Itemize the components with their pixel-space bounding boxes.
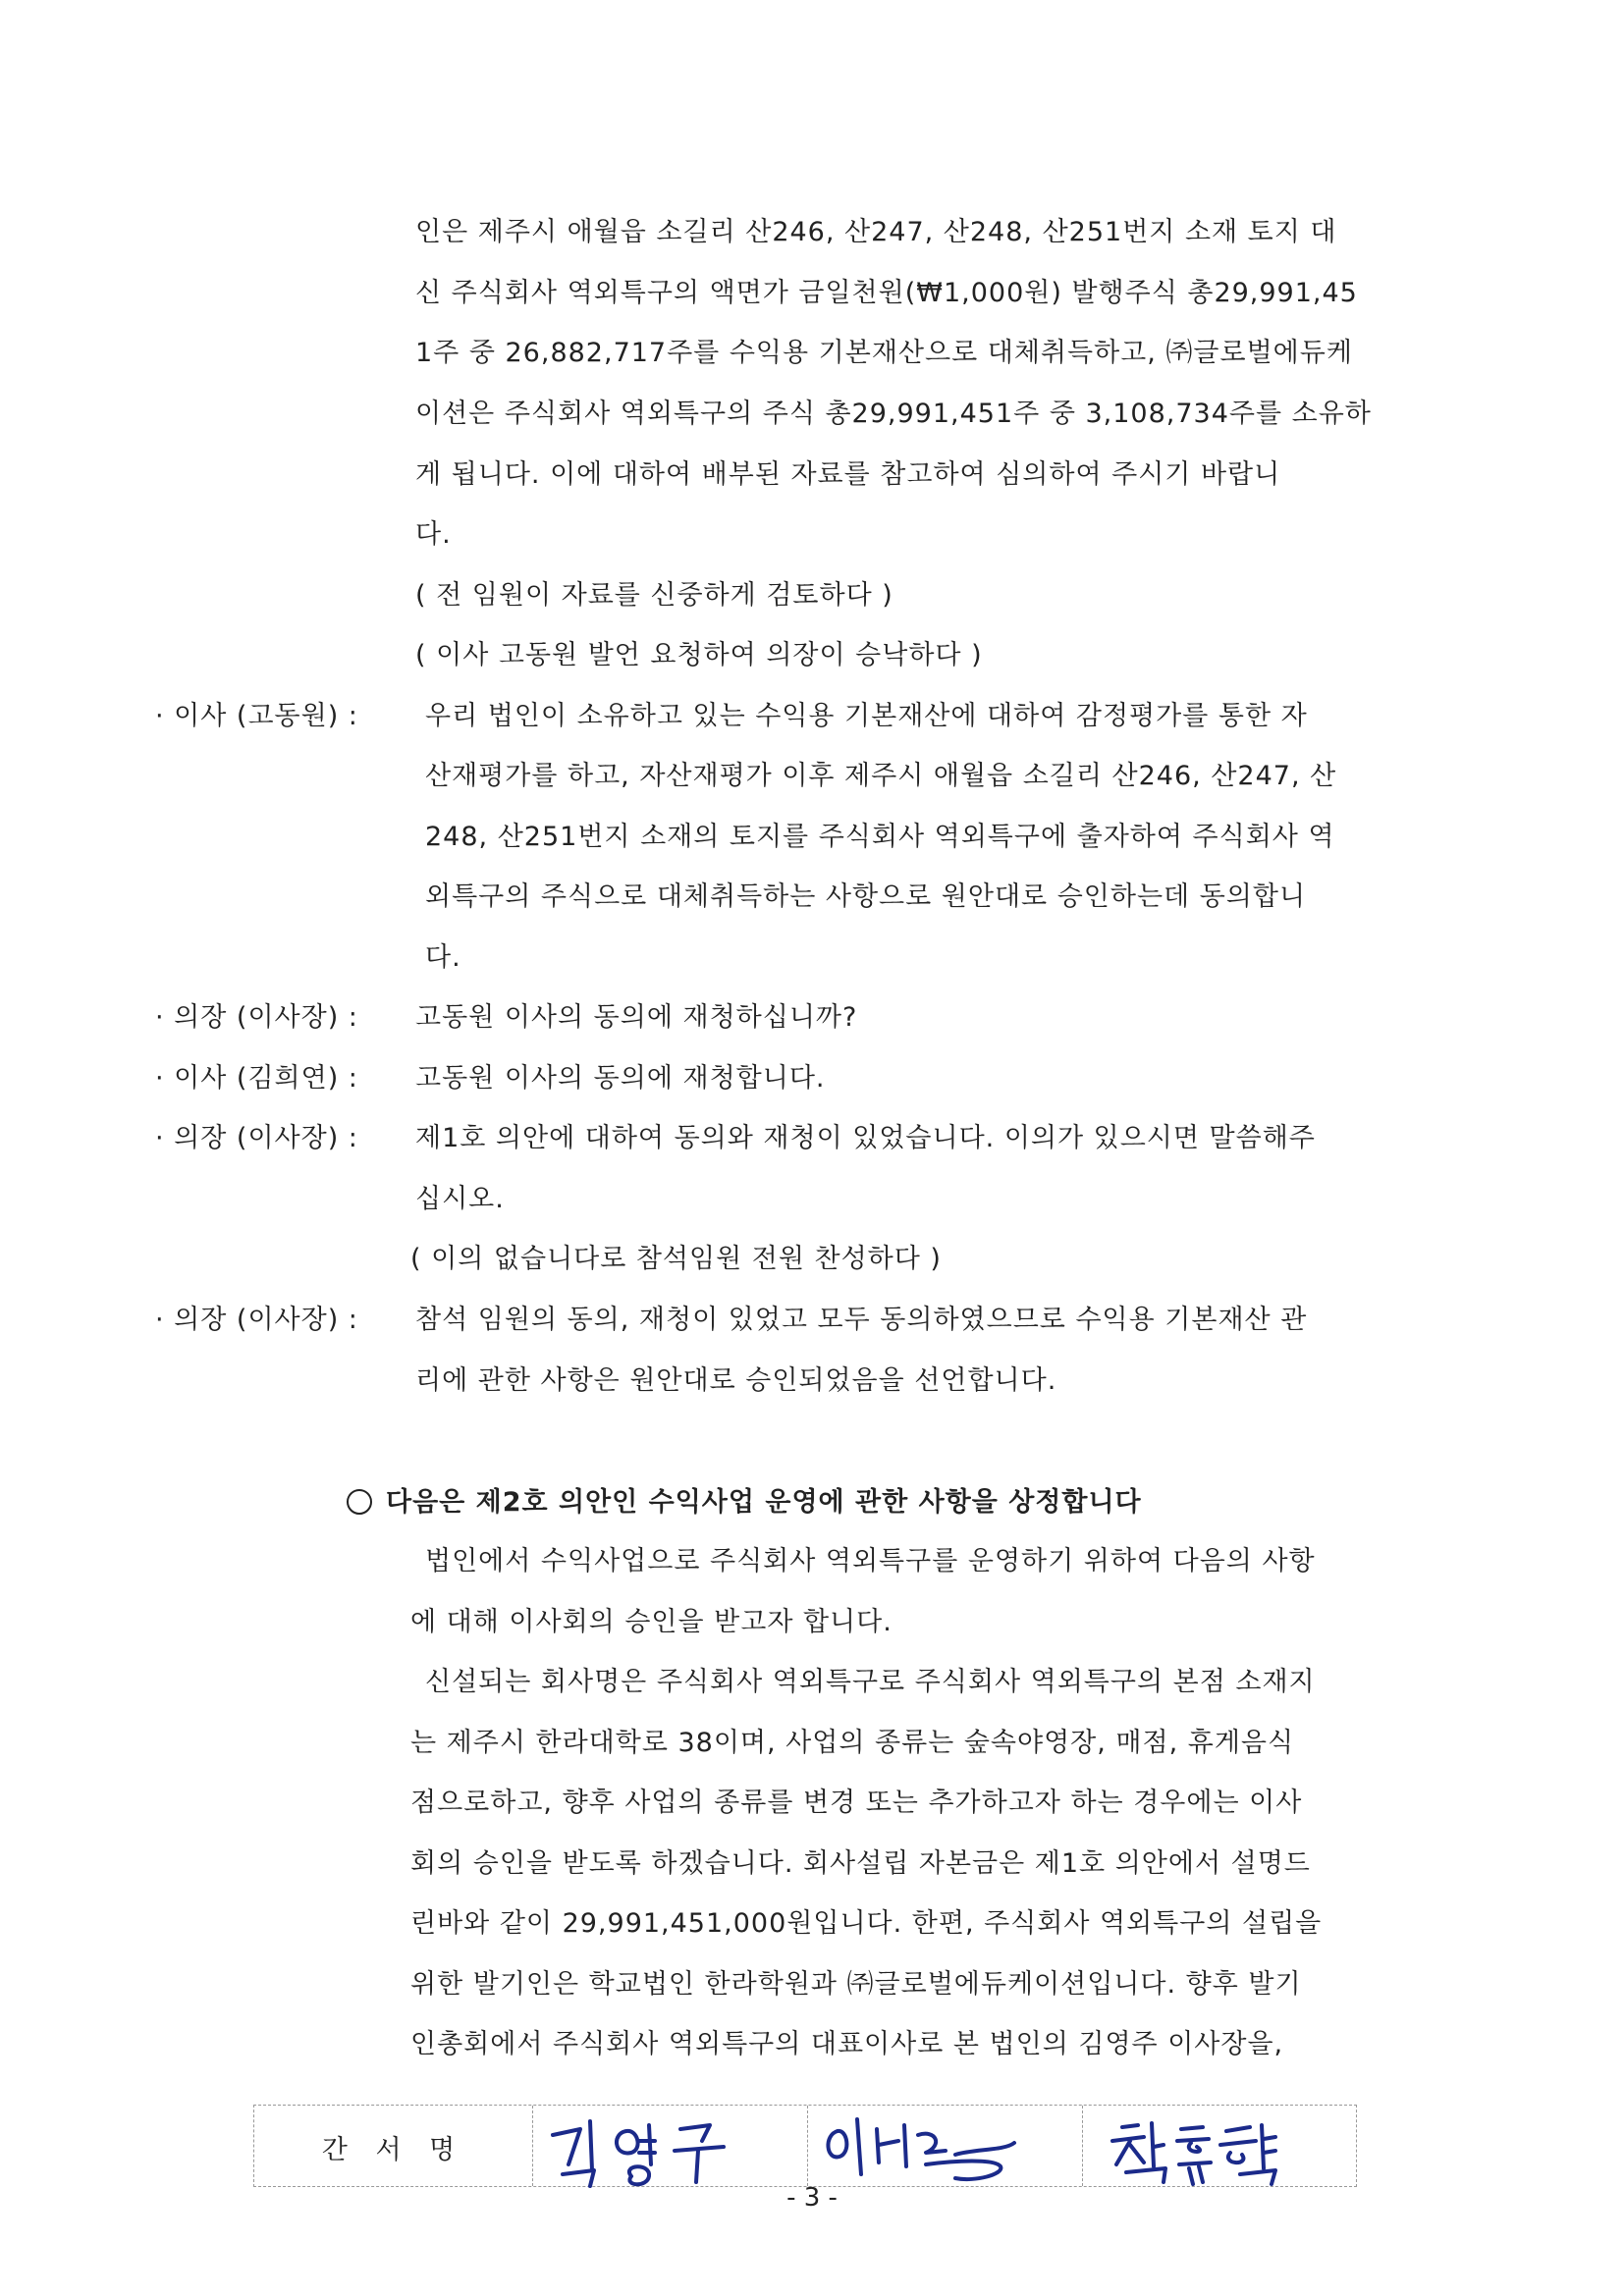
signature-box [253, 2105, 1357, 2187]
body-line: ( 이사 고동원 발언 요청하여 의장이 승낙하다 ) [415, 640, 983, 670]
body-line: 에 대해 이사회의 승인을 받고자 합니다. [410, 1607, 893, 1637]
body-line: 248, 산251번지 소재의 토지를 주식회사 역외특구에 출자하여 주식회사 역 [425, 822, 1335, 852]
body-line: ( 전 임원이 자료를 신중하게 검토하다 ) [415, 580, 893, 611]
signature-cell [532, 2106, 807, 2186]
signature-cell [807, 2106, 1082, 2186]
signature-cell [1082, 2106, 1358, 2186]
circle-bullet-icon [347, 1489, 372, 1515]
body-line: 십시오. [415, 1184, 505, 1214]
body-line: 산재평가를 하고, 자산재평가 이후 제주시 애월읍 소길리 산246, 산247, 산 [425, 761, 1337, 791]
body-line: 우리 법인이 소유하고 있는 수익용 기본재산에 대하여 감정평가를 통한 자 [425, 701, 1308, 731]
speaker-label: · 의장 (이사장) : [155, 1305, 358, 1335]
body-line: 린바와 같이 29,991,451,000원입니다. 한편, 주식회사 역외특구의 설립을 [410, 1908, 1323, 1939]
body-line: 리에 관한 사항은 원안대로 승인되었음을 선언합니다. [415, 1365, 1057, 1396]
signature-label: 간 서 명 [321, 2134, 465, 2165]
body-line: 법인에서 수익사업으로 주식회사 역외특구를 운영하기 위하여 다음의 사항 [425, 1546, 1316, 1576]
body-line: 제1호 의안에 대하여 동의와 재청이 있었습니다. 이의가 있으시면 말씀해주 [415, 1123, 1316, 1153]
body-line: 참석 임원의 동의, 재청이 있었고 모두 동의하였으므로 수익용 기본재산 관 [415, 1305, 1308, 1335]
signature-cheon [1083, 2106, 1359, 2188]
body-line: ( 이의 없습니다로 참석임원 전원 찬성하다 ) [410, 1244, 942, 1274]
body-line: 신 주식회사 역외특구의 액면가 금일천원(₩1,000원) 발행주식 총29,991,45 [415, 278, 1358, 308]
body-line: 고동원 이사의 동의에 재청합니다. [415, 1063, 826, 1094]
body-line: 인은 제주시 애월읍 소길리 산246, 산247, 산248, 산251번지 소재 토지 대 [415, 217, 1337, 247]
body-line: 이션은 주식회사 역외특구의 주식 총29,991,451주 중 3,108,734주를 소유하 [415, 399, 1372, 429]
agenda-heading [347, 1483, 1142, 1522]
body-line: 1주 중 26,882,717주를 수익용 기본재산으로 대체취득하고, ㈜글로벌에듀케 [415, 338, 1353, 368]
body-line: 외특구의 주식으로 대체취득하는 사항으로 원안대로 승인하는데 동의합니 [425, 881, 1307, 912]
body-line: 신설되는 회사명은 주식회사 역외특구로 주식회사 역외특구의 본점 소재지 [425, 1667, 1316, 1697]
page-number: - 3 - [786, 2183, 838, 2213]
speaker-label: · 의장 (이사장) : [155, 1123, 358, 1153]
body-line: 는 제주시 한라대학로 38이며, 사업의 종류는 숲속야영장, 매점, 휴게음식 [410, 1728, 1295, 1758]
signature-lee [808, 2106, 1083, 2188]
body-line: 인총회에서 주식회사 역외특구의 대표이사로 본 법인의 김영주 이사장을, [410, 2029, 1284, 2059]
speaker-label: · 의장 (이사장) : [155, 1002, 358, 1033]
body-line: 다. [415, 519, 452, 550]
body-line: 회의 승인을 받도록 하겠습니다. 회사설립 자본금은 제1호 의안에서 설명드 [410, 1848, 1311, 1879]
body-line: 점으로하고, 향후 사업의 종류를 변경 또는 추가하고자 하는 경우에는 이사 [410, 1788, 1303, 1818]
body-line: 위한 발기인은 학교법인 한라학원과 ㈜글로벌에듀케이션입니다. 향후 발기 [410, 1969, 1302, 2000]
body-line: 고동원 이사의 동의에 재청하십니까? [415, 1002, 858, 1033]
agenda-heading-text: 다음은 제2호 의안인 수익사업 운영에 관한 사항을 상정합니다 [386, 1487, 1142, 1518]
body-line: 다. [425, 942, 461, 973]
body-line: 게 됩니다. 이에 대하여 배부된 자료를 참고하여 심의하여 주시기 바랍니 [415, 459, 1281, 490]
signature-kim [533, 2106, 808, 2188]
speaker-label: · 이사 (김희연) : [155, 1063, 358, 1094]
speaker-label: · 이사 (고동원) : [155, 701, 358, 731]
